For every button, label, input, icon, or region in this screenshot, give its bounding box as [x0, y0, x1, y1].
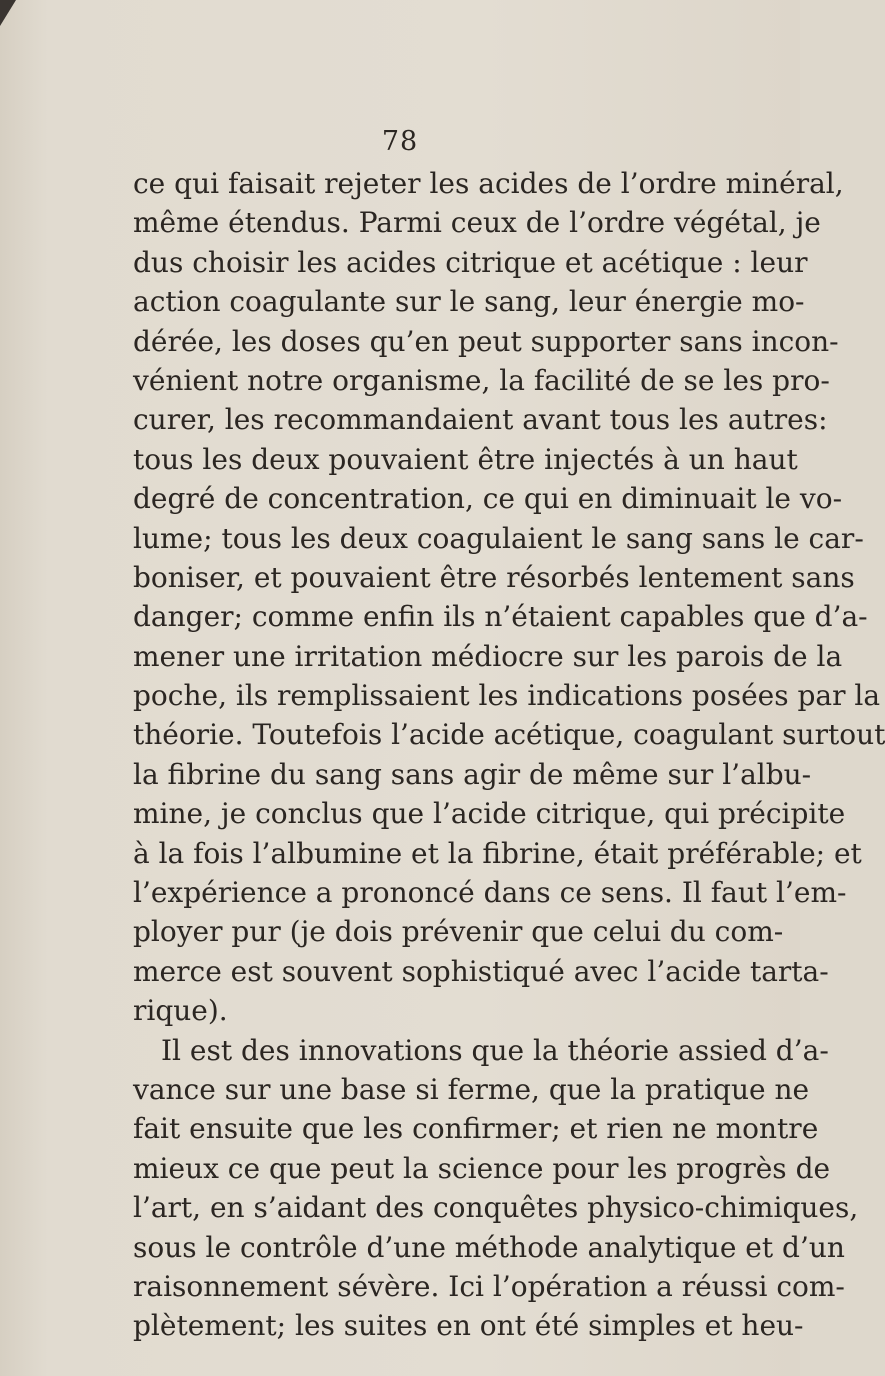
text-line: la fibrine du sang sans agir de même sur l’albu- — [133, 757, 812, 791]
text-line: tous les deux pouvaient être injectés à un haut — [133, 442, 798, 476]
text-line: l’art, en s’aidant des conquêtes physico-chimiques, — [133, 1191, 859, 1225]
page-number: 78 — [381, 126, 419, 157]
text-line: degré de concentration, ce qui en diminuait le vo- — [133, 482, 843, 516]
paragraph-end-line: rique). — [133, 994, 228, 1028]
text-line: boniser, et pouvaient être résorbés lentement sans — [133, 560, 855, 594]
text-line: plètement; les suites en ont été simples et heu- — [133, 1309, 804, 1343]
text-line: ce qui faisait rejeter les acides de l’ordre minéral, — [133, 167, 844, 200]
body-text — [133, 164, 885, 1346]
text-line: fait ensuite que les confirmer; et rien ne montre — [133, 1112, 819, 1146]
text-line: action coagulante sur le sang, leur énergie mo- — [133, 285, 805, 319]
text-line: l’expérience a prononcé dans ce sens. Il faut l’em- — [133, 876, 847, 910]
text-line: théorie. Toutefois l’acide acétique, coagulant surtout — [133, 718, 885, 752]
text-line: sous le contrôle d’une méthode analytique et d’un — [133, 1230, 845, 1264]
text-line: dérée, les doses qu’en peut supporter sans incon- — [133, 324, 839, 358]
text-line: à la fois l’albumine et la fibrine, était préférable; et — [133, 836, 862, 870]
text-line: poche, ils remplissaient les indications posées par la — [133, 679, 881, 713]
text-line: mieux ce que peut la science pour les progrès de — [133, 1151, 831, 1185]
text-line: vénient notre organisme, la facilité de se les pro- — [133, 363, 830, 397]
text-line: mener une irritation médiocre sur les parois de la — [133, 639, 843, 673]
paragraph-start-line: Il est des innovations que la théorie assied d’a- — [161, 1033, 829, 1067]
text-line: mine, je conclus que l’acide citrique, qui précipite — [133, 797, 846, 831]
text-line: lume; tous les deux coagulaient le sang sans le car- — [133, 521, 864, 555]
text-line: même étendus. Parmi ceux de l’ordre végétal, je — [133, 206, 821, 240]
text-line: raisonnement sévère. Ici l’opération a réussi com- — [133, 1269, 845, 1303]
scan-corner-mark — [0, 0, 16, 26]
text-line: dus choisir les acides citrique et acétique : leur — [133, 245, 808, 279]
text-line: ployer pur (je dois prévenir que celui du com- — [133, 915, 784, 949]
text-line: merce est souvent sophistiqué avec l’acide tarta- — [133, 954, 829, 988]
text-line: curer, les recommandaient avant tous les autres: — [133, 403, 828, 437]
text-line: vance sur une base si ferme, que la pratique ne — [133, 1072, 810, 1106]
text-line: danger; comme enfin ils n’étaient capables que d’a- — [133, 600, 868, 634]
